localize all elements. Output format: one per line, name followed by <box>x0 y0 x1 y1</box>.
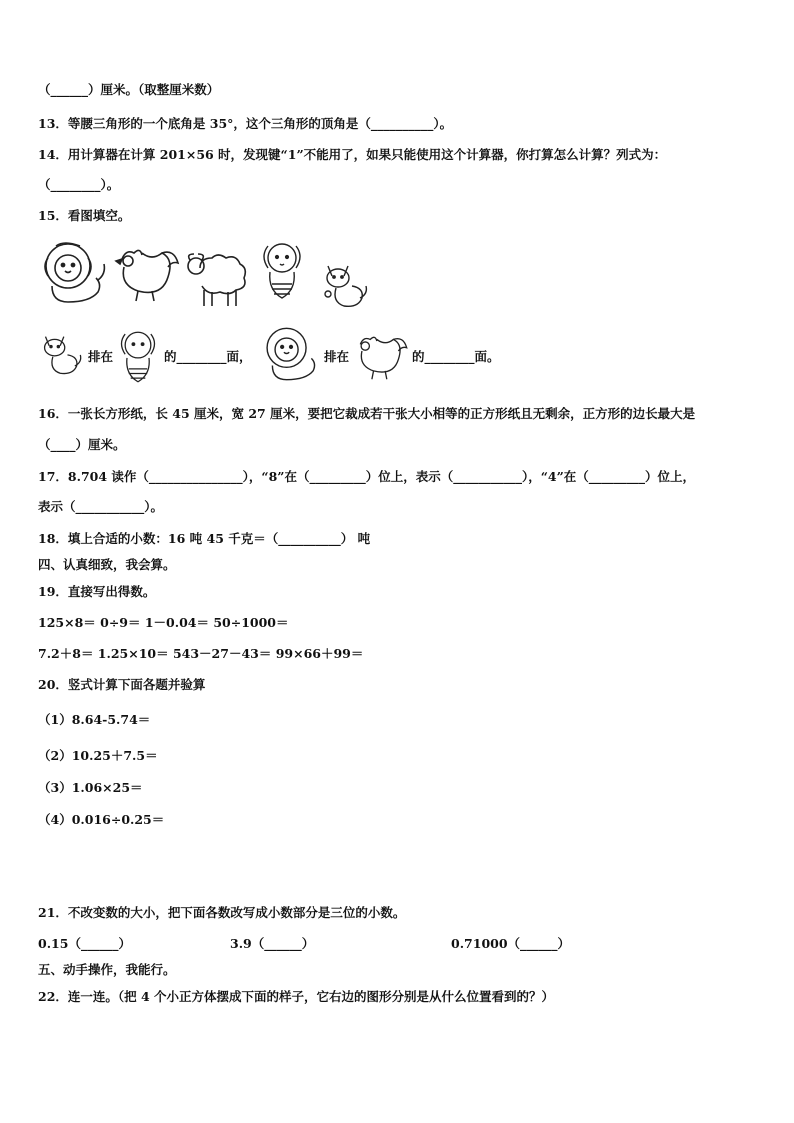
lion-icon <box>38 240 108 306</box>
q21-item: 0.15（______） <box>38 936 131 951</box>
question-15-title: 15．看图填空。 <box>38 208 131 223</box>
q19-row-1: 125×8＝ 0÷9＝ 1－0.04＝ 50÷1000＝ <box>38 615 289 630</box>
q20-item: （4）0.016÷0.25＝ <box>38 812 165 827</box>
q21-item: 3.9（______） <box>230 936 315 951</box>
question-18: 18．填上合适的小数：16 吨 45 千克＝（__________） 吨 <box>38 531 371 546</box>
rooster-icon <box>352 330 410 382</box>
q20-item: （1）8.64-5.74＝ <box>38 712 151 727</box>
question-17-cont: 表示（___________）。 <box>38 499 164 514</box>
puppy-icon <box>258 238 306 304</box>
question-16-answer: （____）厘米。 <box>38 437 126 452</box>
question-14-answer: （________）。 <box>38 177 120 192</box>
question-21-title: 21．不改变数的大小，把下面各数改写成小数部分是三位的小数。 <box>38 905 406 920</box>
lion-icon <box>260 324 322 384</box>
q20-item: （3）1.06×25＝ <box>38 780 143 795</box>
question-22: 22．连一连。（把 4 个小正方体摆成下面的样子，它右边的图形分别是从什么位置看到的？） <box>38 989 555 1004</box>
question-13: 13．等腰三角形的一个底角是 35°，这个三角形的顶角是（__________）。 <box>38 116 453 131</box>
question-19-title: 19．直接写出得数。 <box>38 584 156 599</box>
fill-blank-1: 的________面， <box>164 349 252 364</box>
pai-zai-label-2: 排在 <box>324 349 350 364</box>
sheep-icon <box>182 250 252 310</box>
q20-item: （2）10.25＋7.5＝ <box>38 748 158 763</box>
fill-blank-2: 的________面。 <box>412 349 500 364</box>
q21-item: 0.71000（______） <box>451 936 571 951</box>
kitten-icon <box>322 260 370 310</box>
question-20-title: 20．竖式计算下面各题并验算 <box>38 677 206 692</box>
q19-row-2: 7.2＋8＝ 1.25×10＝ 543－27－43＝ 99×66＋99＝ <box>38 646 364 661</box>
section-5-heading: 五、动手操作，我能行。 <box>38 962 176 977</box>
question-14-text: 14．用计算器在计算 201×56 时，发现键“1”不能用了，如果只能使用这个计算器，你打算怎么计算？列式为： <box>38 147 667 162</box>
pai-zai-label: 排在 <box>88 349 114 364</box>
kitten-icon <box>40 330 84 378</box>
question-17-text: 17．8.704 读作（_______________），“8”在（_________）位上，表示（___________），“4”在（_________）位上， <box>38 469 696 484</box>
q12-continuation: （______）厘米。（取整厘米数） <box>38 82 220 97</box>
section-4-heading: 四、认真细致，我会算。 <box>38 557 176 572</box>
question-16-text: 16．一张长方形纸，长 45 厘米，宽 27 厘米，要把它裁成若干张大小相等的正方形纸且无剩余，正方形的边长最大是 <box>38 406 696 421</box>
puppy-icon <box>116 326 160 388</box>
rooster-icon <box>112 243 182 303</box>
